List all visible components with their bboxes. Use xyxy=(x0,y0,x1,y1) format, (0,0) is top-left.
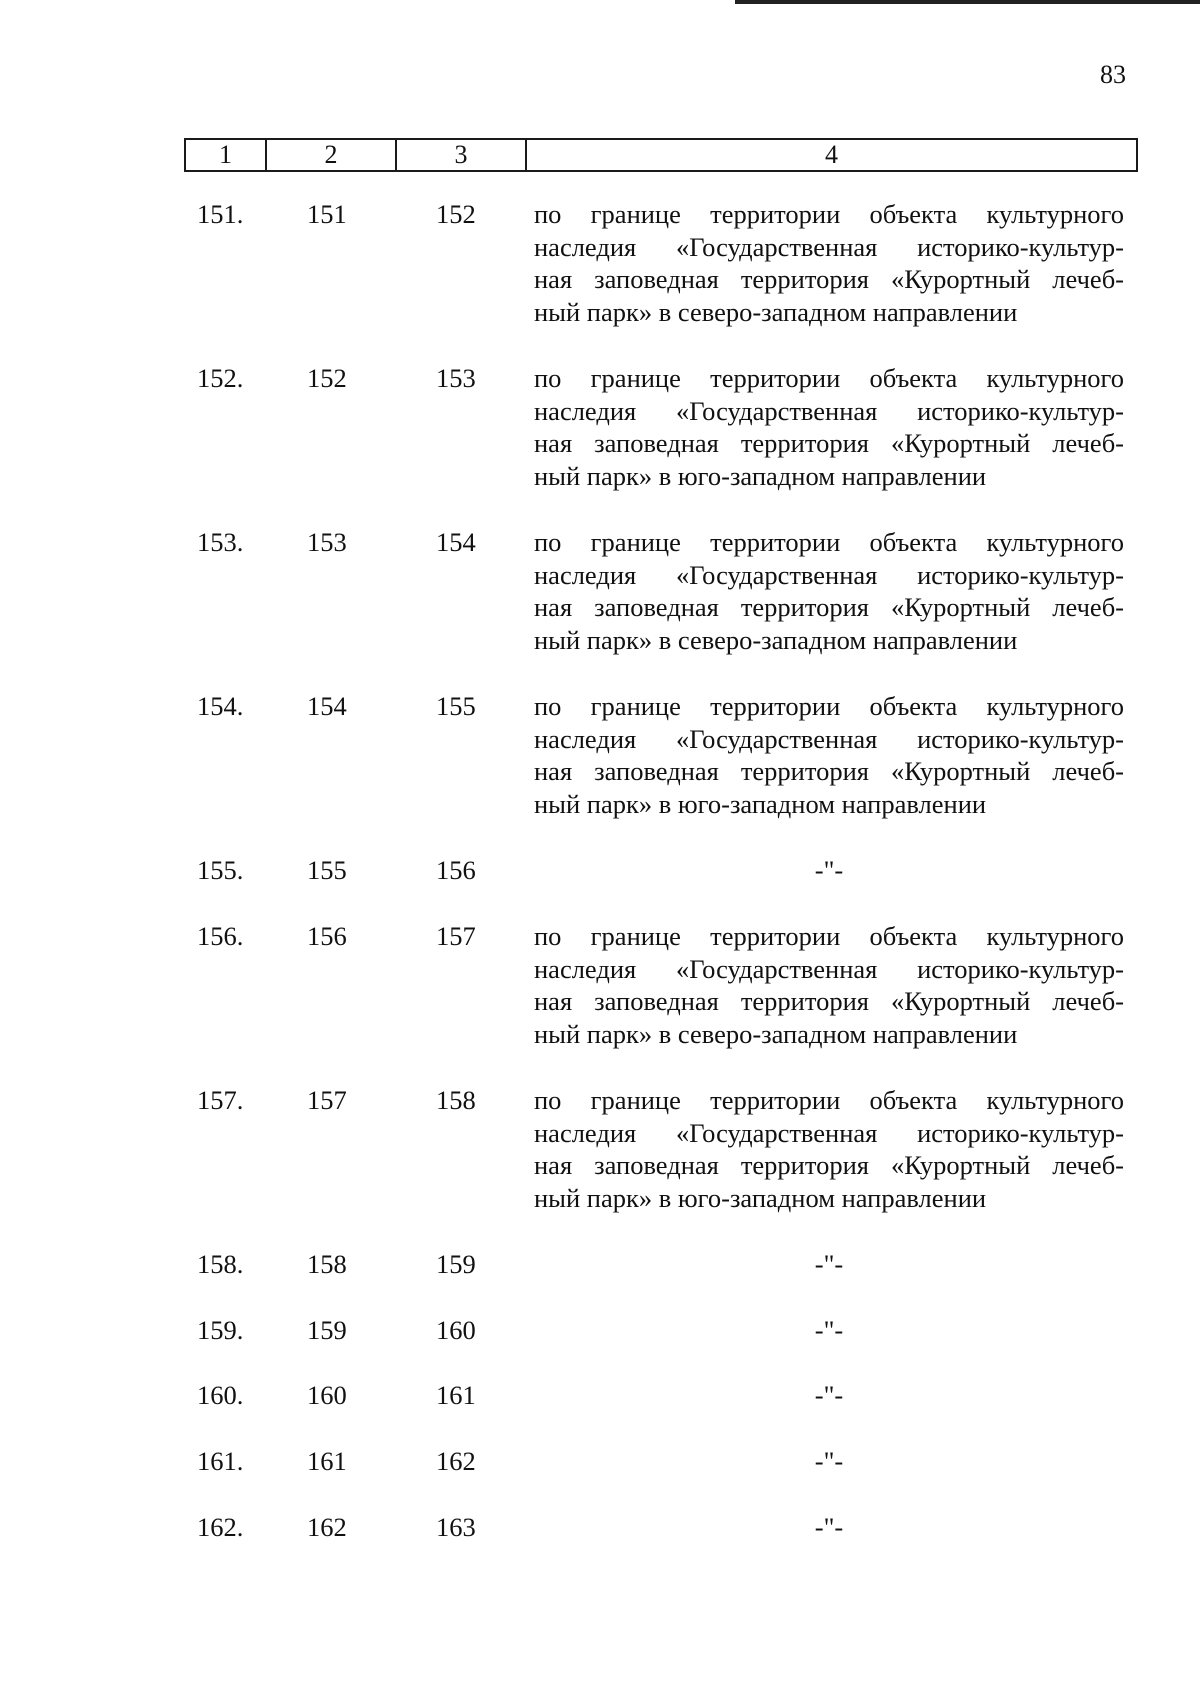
description-line: по границе территории объекта культурного xyxy=(534,691,1124,721)
row-number: 159. xyxy=(197,1314,244,1345)
point-from: 156 xyxy=(307,920,347,951)
point-to: 163 xyxy=(436,1512,476,1542)
description-line: ная заповедная территория «Курортный лечеб- xyxy=(534,264,1124,295)
row-number: 157. xyxy=(197,1084,244,1115)
page-number: 83 xyxy=(1100,60,1126,89)
row-number: 161. xyxy=(197,1446,244,1477)
ditto-mark: -"- xyxy=(814,1380,844,1411)
description-line: наследия «Государственная историко-культур- xyxy=(534,953,1124,984)
description-line: ная заповедная территория «Курортный лечеб- xyxy=(534,756,1124,787)
point-from: 160 xyxy=(307,1380,347,1411)
ditto-mark: -"- xyxy=(814,1446,844,1477)
point-from: 151 xyxy=(307,199,347,229)
point-from: 159 xyxy=(307,1314,347,1345)
description-line: ный парк» в северо-западном направлении xyxy=(534,1018,1018,1049)
point-from: 155 xyxy=(307,855,347,885)
ditto-mark: -"- xyxy=(814,855,844,885)
point-to: 154 xyxy=(436,527,476,557)
row-number: 156. xyxy=(197,920,244,951)
description-line: ный парк» в юго-западном направлении xyxy=(534,461,987,492)
point-from: 158 xyxy=(307,1248,347,1279)
top-rule xyxy=(735,0,1200,4)
description-line: по границе территории объекта культурного xyxy=(534,920,1124,951)
point-to: 152 xyxy=(436,199,476,229)
point-to: 161 xyxy=(436,1380,476,1411)
header-cell-3: 3 xyxy=(397,140,527,170)
description-line: по границе территории объекта культурного xyxy=(534,363,1124,393)
row-number: 158. xyxy=(197,1248,244,1279)
point-from: 152 xyxy=(307,363,347,393)
row-number: 160. xyxy=(197,1380,244,1411)
point-to: 162 xyxy=(436,1446,476,1477)
table-header xyxy=(184,138,1138,172)
boundary-description xyxy=(534,198,1124,329)
description-line: ная заповедная территория «Курортный лечеб- xyxy=(534,986,1124,1017)
description-line: ная заповедная территория «Курортный лечеб- xyxy=(534,428,1124,459)
point-from: 154 xyxy=(307,691,347,721)
point-from: 161 xyxy=(307,1446,347,1477)
boundary-description xyxy=(534,362,1124,493)
point-to: 155 xyxy=(436,691,476,721)
point-from: 162 xyxy=(307,1512,347,1542)
point-to: 158 xyxy=(436,1084,476,1115)
point-to: 159 xyxy=(436,1248,476,1279)
row-number: 153. xyxy=(197,527,244,557)
point-from: 153 xyxy=(307,527,347,557)
ditto-mark: -"- xyxy=(814,1512,844,1542)
row-number: 152. xyxy=(197,363,244,393)
description-line: наследия «Государственная историко-культур- xyxy=(534,1117,1124,1148)
ditto-mark: -"- xyxy=(814,1248,844,1279)
point-to: 156 xyxy=(436,855,476,885)
row-number: 155. xyxy=(197,855,244,885)
description-line: ная заповедная территория «Курортный лечеб- xyxy=(534,1150,1124,1181)
point-from: 157 xyxy=(307,1084,347,1115)
description-line: по границе территории объекта культурного xyxy=(534,1084,1124,1115)
description-line: наследия «Государственная историко-культур- xyxy=(534,395,1124,426)
point-to: 160 xyxy=(436,1314,476,1345)
boundary-description xyxy=(534,526,1124,657)
description-line: наследия «Государственная историко-культур- xyxy=(534,231,1124,262)
description-line: ный парк» в юго-западном направлении xyxy=(534,789,987,820)
header-cell-4: 4 xyxy=(825,140,838,169)
description-line: наследия «Государственная историко-культур- xyxy=(534,723,1124,754)
description-line: ный парк» в северо-западном направлении xyxy=(534,297,1018,328)
row-number: 151. xyxy=(197,199,244,229)
row-number: 162. xyxy=(197,1512,244,1542)
header-cell-1: 1 xyxy=(186,140,267,170)
description-line: ный парк» в юго-западном направлении xyxy=(534,1182,987,1213)
point-to: 153 xyxy=(436,363,476,393)
description-line: по границе территории объекта культурного xyxy=(534,527,1124,557)
description-line: наследия «Государственная историко-культур- xyxy=(534,559,1124,590)
boundary-description xyxy=(534,690,1124,821)
header-cell-2: 2 xyxy=(267,140,397,170)
ditto-mark: -"- xyxy=(814,1314,844,1345)
description-line: по границе территории объекта культурного xyxy=(534,199,1124,229)
point-to: 157 xyxy=(436,920,476,951)
row-number: 154. xyxy=(197,691,244,721)
boundary-description xyxy=(534,1084,1124,1215)
boundary-description xyxy=(534,920,1124,1051)
description-line: ная заповедная территория «Курортный лечеб- xyxy=(534,592,1124,623)
description-line: ный парк» в северо-западном направлении xyxy=(534,625,1018,656)
